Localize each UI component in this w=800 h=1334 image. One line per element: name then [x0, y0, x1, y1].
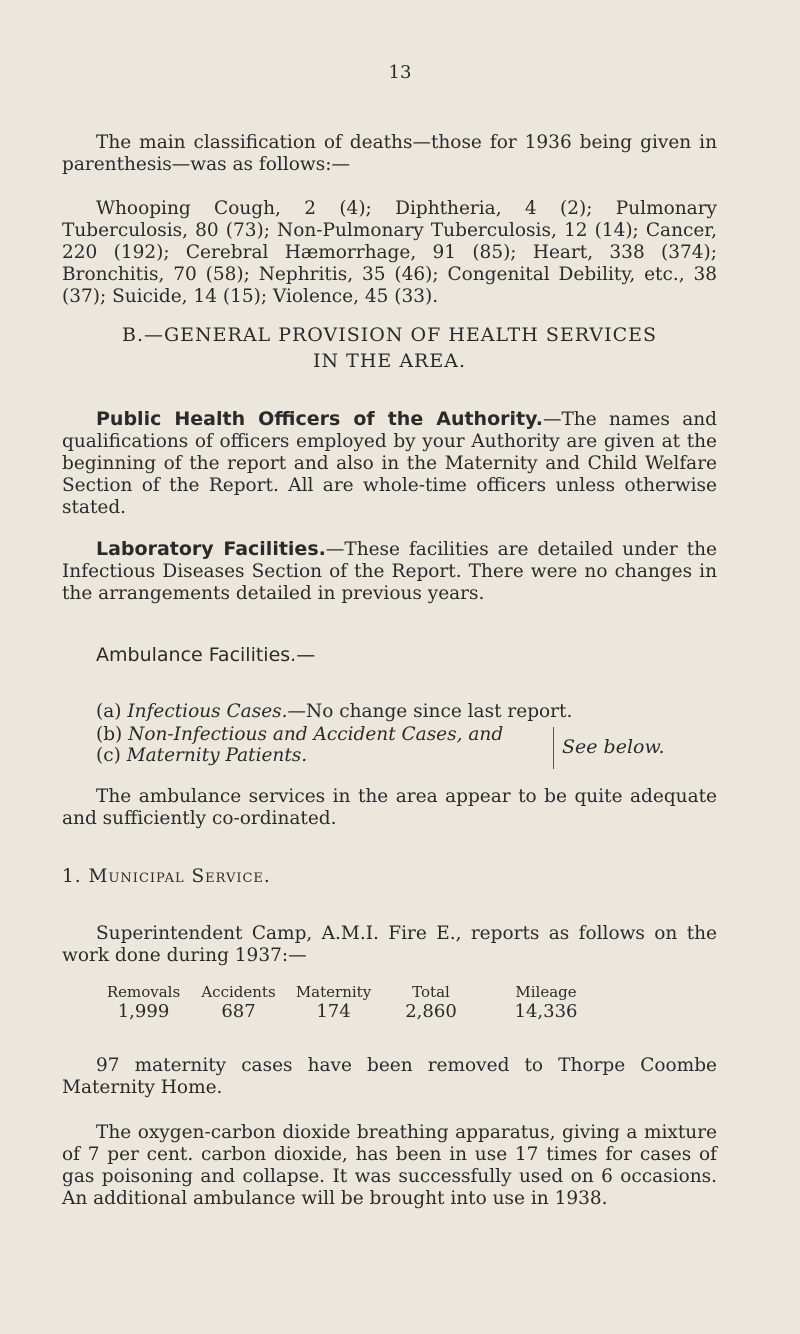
- see-below-note: See below.: [562, 736, 665, 758]
- table-values-row: [96, 1001, 611, 1022]
- item-c-marker: (c): [96, 745, 121, 766]
- value-maternity: 174: [316, 1001, 351, 1022]
- value-total: 2,860: [405, 1001, 457, 1022]
- public-health-paragraph: [62, 408, 717, 519]
- table-header-row: [96, 983, 611, 1001]
- item-a-title: Infectious Cases.: [127, 701, 288, 722]
- page-number: 13: [388, 62, 412, 83]
- public-health-text: —The names and qualifications of officers employed by your Authority are given at the beginning of the report and also in the Maternity and Child Welfare Section of the Report. All are whole-time officers unless otherwise stated.: [62, 409, 717, 518]
- laboratory-text: —These facilities are detailed under the Infectious Diseases Section of the Report. There were no changes in the arrangements detailed in previous years.: [62, 539, 718, 604]
- value-removals: 1,999: [117, 1001, 170, 1022]
- laboratory-paragraph: [62, 538, 717, 605]
- causes-of-death-paragraph: Whooping Cough, 2 (4); Diphtheria, 4 (2); Pulmonary Tuberculosis, 80 (73); Non-Pulmonary Tuberculosis, 12 (14); Cancer, 220 (192); Cerebral Hæmorrhage, 91 (85); Heart, 338 (374); Bronchitis, 70 (58); Nephritis, 35 (46); Congenital Debility, etc., 38 (37); Suicide, 14 (15); Violence, 45 (33).: [62, 198, 717, 307]
- ambulance-adequacy-paragraph: The ambulance services in the area appear to be quite adequate and sufficiently co-ordinated.: [62, 786, 717, 829]
- ambulance-item-c: [96, 745, 516, 767]
- header-total: Total: [412, 983, 450, 1001]
- ambulance-item-a: [96, 701, 716, 723]
- ambulance-item-b: [96, 724, 516, 746]
- ambulance-label: Ambulance Facilities.—: [96, 644, 316, 666]
- intro-paragraph: The main classification of deaths—those for 1936 being given in parenthesis—was as follows:—: [62, 132, 717, 175]
- value-accidents: 687: [221, 1001, 256, 1022]
- section-heading: [62, 322, 717, 374]
- oxygen-apparatus-paragraph: The oxygen-carbon dioxide breathing apparatus, giving a mixture of 7 per cent. carbon dioxide, has been in use 17 times for cases of gas poisoning and collapse. It was successfully used on 6 occasions. An additional ambulance will be brought into use in 1938.: [62, 1122, 717, 1209]
- item-b-title: Non-Infectious and Accident Cases, and: [128, 724, 504, 745]
- superintendent-paragraph: Superintendent Camp, A.M.I. Fire E., reports as follows on the work done during 1937:—: [62, 923, 717, 966]
- public-health-label: Public Health Officers of the Authority.: [96, 408, 543, 430]
- ambulance-statistics-table: [96, 983, 611, 1022]
- header-mileage: Mileage: [515, 983, 577, 1001]
- header-accidents: Accidents: [201, 983, 276, 1001]
- item-a-marker: (a): [96, 701, 122, 722]
- header-removals: Removals: [106, 983, 181, 1001]
- item-c-title: Maternity Patients.: [126, 745, 308, 766]
- brace-line: [553, 727, 556, 769]
- maternity-note-paragraph: 97 maternity cases have been removed to Thorpe Coombe Maternity Home.: [62, 1055, 717, 1098]
- section-heading-line1: B.—GENERAL PROVISION OF HEALTH SERVICES: [121, 324, 658, 346]
- item-a-text: —No change since last report.: [287, 701, 573, 722]
- item-b-marker: (b): [96, 724, 123, 745]
- municipal-service-heading: 1. Municipal Service.: [62, 866, 271, 887]
- laboratory-label: Laboratory Facilities.: [96, 538, 326, 560]
- value-mileage: 14,336: [514, 1001, 578, 1022]
- section-heading-line2: IN THE AREA.: [313, 350, 466, 372]
- header-maternity: Maternity: [295, 983, 372, 1001]
